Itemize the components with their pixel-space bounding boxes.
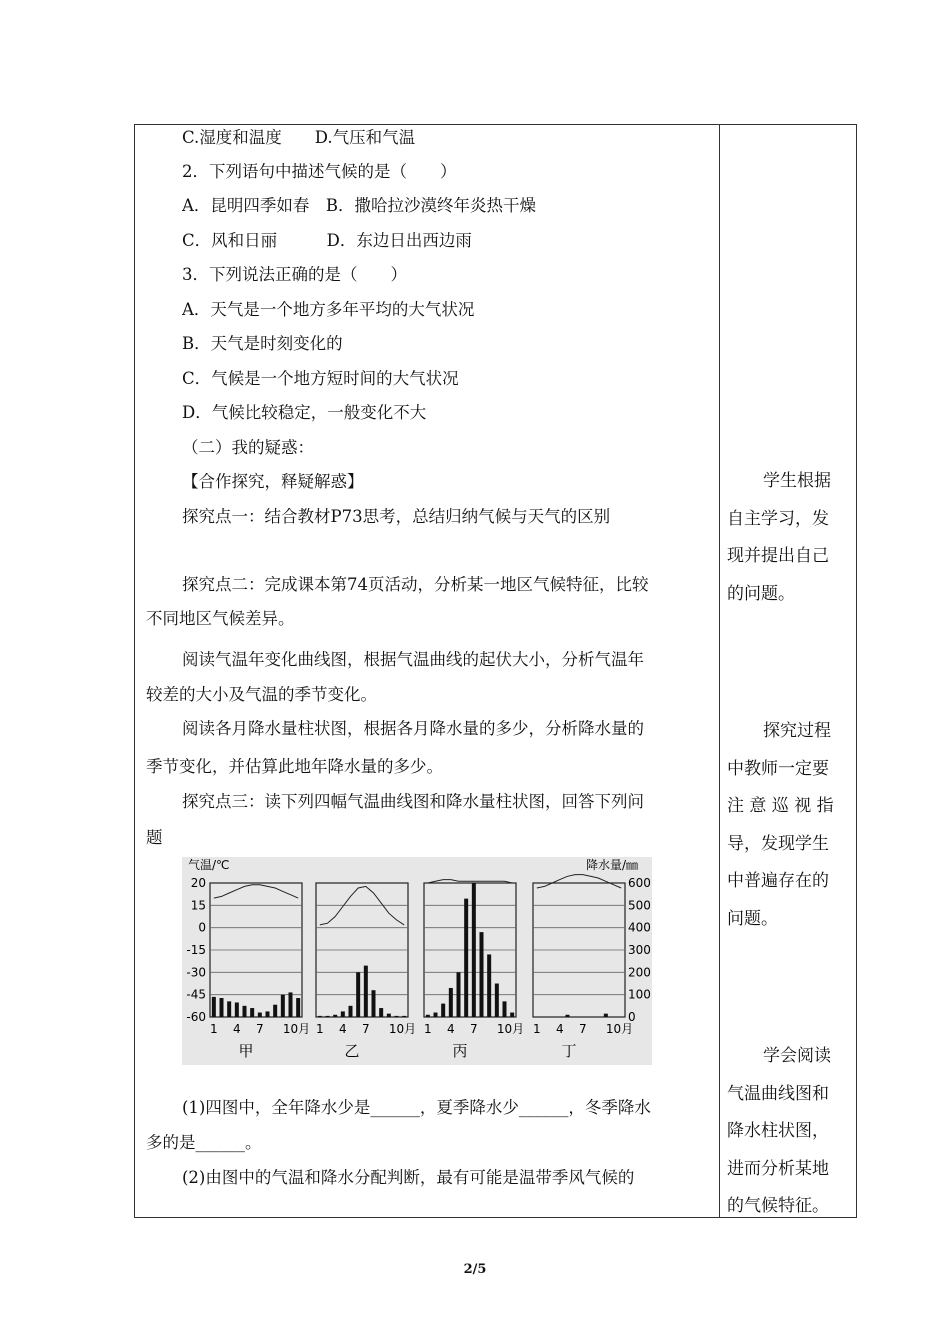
text-line: 探究点二：完成课本第74页活动，分析某一地区气候特征，比较 <box>182 575 649 594</box>
precipitation-tick-label: 100 <box>628 987 651 1002</box>
temperature-curve <box>214 885 298 898</box>
text-line: 2．下列语句中描述气候的是（ ） <box>182 162 457 181</box>
temperature-axis-label: 气温/℃ <box>188 858 230 872</box>
column-divider <box>719 124 720 1218</box>
side-note-line: 学会阅读 <box>763 1046 831 1066</box>
precipitation-tick-label: 200 <box>628 965 651 980</box>
precipitation-bar <box>296 998 300 1017</box>
side-note-3 <box>727 1038 852 1226</box>
precipitation-bar <box>318 1016 322 1017</box>
temperature-tick-label: -60 <box>186 1010 206 1024</box>
text-line: 阅读各月降水量柱状图，根据各月降水量的多少，分析降水量的 <box>182 719 644 738</box>
side-note-line: 降水柱状图， <box>727 1121 829 1141</box>
text-line: D．气候比较稳定，一般变化不大 <box>182 403 427 422</box>
side-note-line: 学生根据 <box>763 471 831 491</box>
side-note-line: 的气候特征。 <box>727 1196 829 1216</box>
precipitation-bar <box>356 972 360 1017</box>
precipitation-bar <box>212 997 216 1017</box>
precipitation-bar <box>503 1001 507 1017</box>
month-tick-label: 1 <box>424 1022 432 1036</box>
side-note-1 <box>727 463 852 613</box>
precipitation-bar <box>449 988 453 1017</box>
precipitation-bar <box>464 899 468 1017</box>
precipitation-bar <box>326 1016 330 1017</box>
precipitation-bar <box>250 1008 254 1017</box>
precipitation-bar <box>235 1002 239 1017</box>
month-tick-label: 7 <box>362 1022 370 1036</box>
precipitation-bar <box>349 1006 353 1017</box>
text-line: C.湿度和温度 D.气压和气温 <box>182 128 416 147</box>
text-line: 不同地区气候差异。 <box>146 609 295 628</box>
side-note-line: 中普遍存在的 <box>727 871 829 891</box>
precipitation-bar <box>273 1005 277 1017</box>
month-tick-label: 1 <box>316 1022 324 1036</box>
temperature-tick-label: -30 <box>186 965 206 980</box>
precipitation-bar <box>604 1014 608 1017</box>
precipitation-bar <box>266 1011 270 1017</box>
precipitation-bar <box>510 1013 514 1017</box>
precipitation-bar <box>426 1015 430 1017</box>
text-line: 探究点一：结合教材P73思考，总结归纳气候与天气的区别 <box>182 507 611 526</box>
side-note-line: 探究过程 <box>763 721 831 741</box>
temperature-tick-label: 20 <box>190 876 206 890</box>
precipitation-bar <box>472 883 476 1017</box>
month-tick-label: 1 <box>210 1022 218 1036</box>
precipitation-tick-label: 400 <box>628 920 651 935</box>
text-line: C．风和日丽 D．东边日出西边雨 <box>182 231 472 250</box>
panel-label: 丁 <box>561 1042 577 1060</box>
month-tick-label: 10月 <box>282 1022 311 1036</box>
precipitation-bar <box>495 984 499 1018</box>
side-note-line: 问题。 <box>727 908 778 929</box>
month-tick-label: 4 <box>556 1022 564 1036</box>
precipitation-bar <box>387 1014 391 1017</box>
section-heading: 【合作探究，释疑解惑】 <box>182 472 364 491</box>
side-note-line: 中教师一定要 <box>727 758 829 779</box>
precipitation-bar <box>220 998 224 1017</box>
text-line: 题 <box>146 828 163 847</box>
precipitation-bar <box>333 1015 337 1017</box>
temperature-tick-label: 15 <box>190 898 206 913</box>
precipitation-bar <box>341 1011 345 1017</box>
precipitation-bar <box>395 1016 399 1017</box>
precipitation-axis-label: 降水量/㎜ <box>586 858 639 872</box>
text-line: B．天气是时刻变化的 <box>182 334 343 353</box>
text-line: C．气候是一个地方短时间的大气状况 <box>182 369 459 388</box>
climate-charts-svg <box>182 857 652 1065</box>
precipitation-bar <box>227 1001 231 1017</box>
precipitation-tick-label: 300 <box>628 943 651 957</box>
precipitation-bar <box>457 972 461 1017</box>
precipitation-bar <box>281 995 285 1017</box>
month-tick-label: 4 <box>233 1022 241 1036</box>
precipitation-bar <box>364 966 368 1017</box>
precipitation-bar <box>243 1006 247 1017</box>
temperature-tick-label: -15 <box>186 943 206 957</box>
side-note-line: 导，发现学生 <box>727 833 829 854</box>
month-tick-label: 4 <box>447 1022 455 1036</box>
precipitation-tick-label: 500 <box>628 898 651 913</box>
month-tick-label: 7 <box>470 1022 478 1036</box>
side-note-line: 现并提出自己 <box>727 546 829 566</box>
month-tick-label: 10月 <box>496 1022 525 1036</box>
climate-figure <box>182 857 652 1065</box>
temperature-tick-label: -45 <box>186 987 206 1002</box>
side-note-line: 注 意 巡 视 指 <box>727 796 834 816</box>
precipitation-tick-label: 600 <box>628 876 651 890</box>
question-line: 多的是______。 <box>146 1133 262 1152</box>
side-note-line: 的问题。 <box>727 583 795 604</box>
side-note-line: 进而分析某地 <box>727 1158 829 1179</box>
text-line: （二）我的疑惑： <box>182 438 314 457</box>
precipitation-bar <box>441 1004 445 1017</box>
month-tick-label: 4 <box>339 1022 347 1036</box>
side-note-2 <box>727 713 852 938</box>
panel-label: 乙 <box>344 1042 360 1060</box>
precipitation-bar <box>566 1015 570 1017</box>
precipitation-bar <box>379 1008 383 1017</box>
panel-label: 甲 <box>238 1042 254 1060</box>
text-line: 阅读气温年变化曲线图，根据气温曲线的起伏大小，分析气温年 <box>182 650 644 669</box>
question-line: (1)四图中，全年降水少是______，夏季降水少______，冬季降水 <box>182 1098 651 1117</box>
temperature-tick-label: 0 <box>198 920 206 935</box>
month-tick-label: 1 <box>533 1022 541 1036</box>
precipitation-bar <box>480 932 484 1017</box>
text-line: 季节变化，并估算此地年降水量的多少。 <box>146 757 443 776</box>
question-line: (2)由图中的气温和降水分配判断，最有可能是温带季风气候的 <box>182 1168 635 1187</box>
month-tick-label: 10月 <box>388 1022 417 1036</box>
month-tick-label: 10月 <box>605 1022 634 1036</box>
side-note-line: 自主学习，发 <box>727 508 829 529</box>
text-line: A．昆明四季如春 B．撒哈拉沙漠终年炎热干燥 <box>182 196 537 215</box>
precipitation-bar <box>372 990 376 1017</box>
precipitation-bar <box>289 992 293 1017</box>
text-line: 较差的大小及气温的季节变化。 <box>146 685 377 704</box>
panel-label: 丙 <box>452 1042 468 1060</box>
precipitation-bar <box>258 1013 262 1017</box>
precipitation-bar <box>434 1013 438 1017</box>
month-tick-label: 7 <box>579 1022 587 1036</box>
text-line: A．天气是一个地方多年平均的大气状况 <box>182 300 475 319</box>
text-line: 3．下列说法正确的是（ ） <box>182 265 407 284</box>
precipitation-bar <box>402 1016 406 1017</box>
temperature-curve <box>537 875 621 888</box>
precipitation-tick-label: 0 <box>628 1010 636 1024</box>
side-note-line: 气温曲线图和 <box>727 1083 829 1104</box>
month-tick-label: 7 <box>256 1022 264 1036</box>
text-line: 探究点三：读下列四幅气温曲线图和降水量柱状图，回答下列问 <box>182 792 644 811</box>
precipitation-bar <box>487 954 491 1017</box>
page-number: 2/5 <box>463 1262 487 1277</box>
